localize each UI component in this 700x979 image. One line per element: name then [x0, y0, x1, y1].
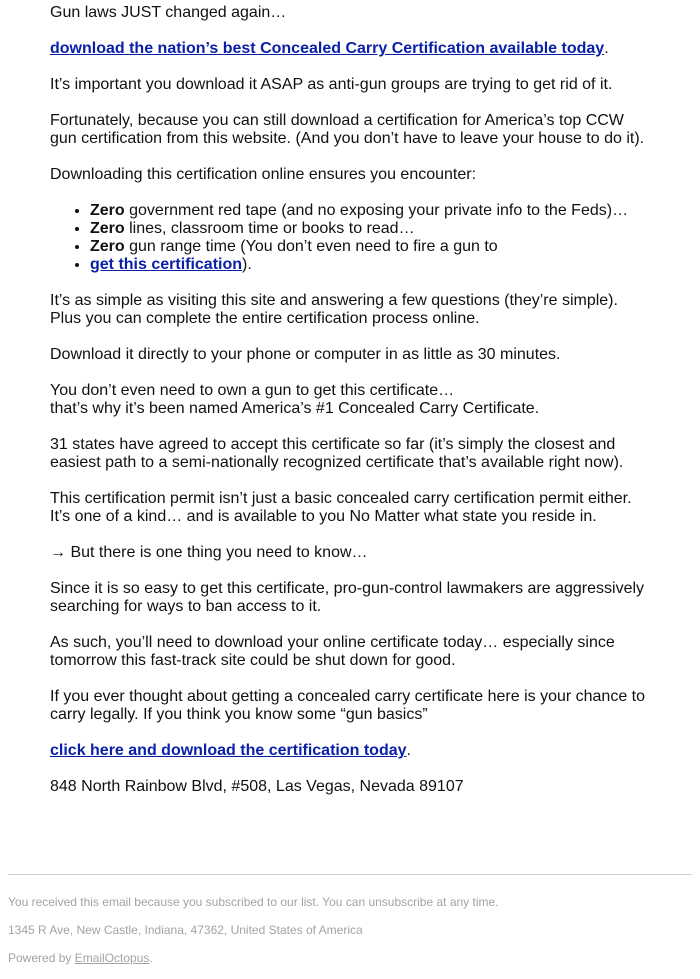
cta-top-paragraph: [50, 40, 690, 58]
bullet-text: government red tape (and no exposing your private info to the Feds)…: [124, 202, 629, 219]
get-certification-link[interactable]: get this certification: [90, 256, 243, 273]
powered-by-prefix: Powered by: [8, 951, 75, 965]
bullet-text: lines, classroom time or books to read…: [124, 220, 415, 237]
fortunately-line-2: gun certification from this website. (And you don’t have to leave your house to do it).: [50, 130, 645, 147]
list-item: [90, 220, 690, 238]
fortunately-paragraph: [50, 112, 690, 148]
download-phone-paragraph: Download it directly to your phone or computer in as little as 30 minutes.: [50, 346, 561, 363]
list-item: [90, 238, 690, 256]
simple-line-2: Plus you can complete the entire certification process online.: [50, 310, 480, 327]
cta-top-suffix: .: [604, 40, 609, 57]
lawmakers-line-2: searching for ways to ban access to it.: [50, 598, 322, 615]
bullet-bold: Zero: [90, 220, 125, 237]
downloading-paragraph: Downloading this certification online ensures you encounter:: [50, 166, 477, 183]
cta-bottom-paragraph: [50, 742, 690, 760]
list-item: [90, 256, 690, 274]
benefits-list: [50, 202, 690, 274]
chance-line-2: carry legally. If you think you know some “gun basics”: [50, 706, 428, 723]
cta-bottom-link[interactable]: click here and download the certification today: [50, 742, 407, 759]
lawmakers-paragraph: [50, 580, 690, 616]
permit-line-1: This certification permit isn’t just a basic concealed carry certification permit either.: [50, 490, 632, 507]
chance-paragraph: [50, 688, 690, 724]
own-gun-line-1: You don’t even need to own a gun to get this certificate…: [50, 382, 455, 399]
states-paragraph: [50, 436, 690, 472]
footer-address: 1345 R Ave, New Castle, Indiana, 47362, United States of America: [8, 923, 363, 937]
emailoctopus-link[interactable]: EmailOctopus: [74, 951, 150, 965]
own-gun-paragraph: [50, 382, 690, 418]
bullet-bold: Zero: [90, 202, 125, 219]
states-line-1: 31 states have agreed to accept this certificate so far (it’s simply the closest and: [50, 436, 616, 453]
bullet-link-suffix: ).: [242, 256, 252, 273]
arrow-paragraph: → But there is one thing you need to know…: [50, 544, 368, 561]
today-paragraph: [50, 634, 690, 670]
sender-address: 848 North Rainbow Blvd, #508, Las Vegas, Nevada 89107: [50, 778, 464, 795]
intro-text: Gun laws JUST changed again…: [50, 4, 287, 21]
cta-bottom-suffix: .: [406, 742, 411, 759]
simple-paragraph: [50, 292, 690, 328]
today-line-1: As such, you’ll need to download your online certificate today… especially since: [50, 634, 615, 651]
asap-paragraph: It’s important you download it ASAP as anti-gun groups are trying to get rid of it.: [50, 76, 613, 93]
states-line-2: easiest path to a semi-nationally recognized certificate that’s available right now).: [50, 454, 624, 471]
own-gun-line-2: that’s why it’s been named America’s #1 Concealed Carry Certificate.: [50, 400, 540, 417]
list-item: [90, 202, 690, 220]
cta-top-link[interactable]: download the nation’s best Concealed Carry Certification available today: [50, 40, 605, 57]
permit-paragraph: [50, 490, 690, 526]
today-line-2: tomorrow this fast-track site could be shut down for good.: [50, 652, 456, 669]
bullet-text: gun range time (You don’t even need to fire a gun to: [124, 238, 498, 255]
email-footer: [8, 894, 692, 978]
footer-divider: [8, 874, 692, 875]
fortunately-line-1: Fortunately, because you can still download a certification for America’s top CCW: [50, 112, 624, 129]
subscribed-notice: You received this email because you subscribed to our list. You can unsubscribe at any time.: [8, 895, 499, 909]
powered-by: [8, 950, 692, 966]
simple-line-1: It’s as simple as visiting this site and answering a few questions (they’re simple).: [50, 292, 618, 309]
powered-by-suffix: .: [149, 951, 153, 965]
lawmakers-line-1: Since it is so easy to get this certificate, pro-gun-control lawmakers are aggressively: [50, 580, 645, 597]
chance-line-1: If you ever thought about getting a concealed carry certificate here is your chance to: [50, 688, 646, 705]
permit-line-2: It’s one of a kind… and is available to you No Matter what state you reside in.: [50, 508, 597, 525]
bullet-bold: Zero: [90, 238, 125, 255]
email-body: [50, 4, 690, 814]
